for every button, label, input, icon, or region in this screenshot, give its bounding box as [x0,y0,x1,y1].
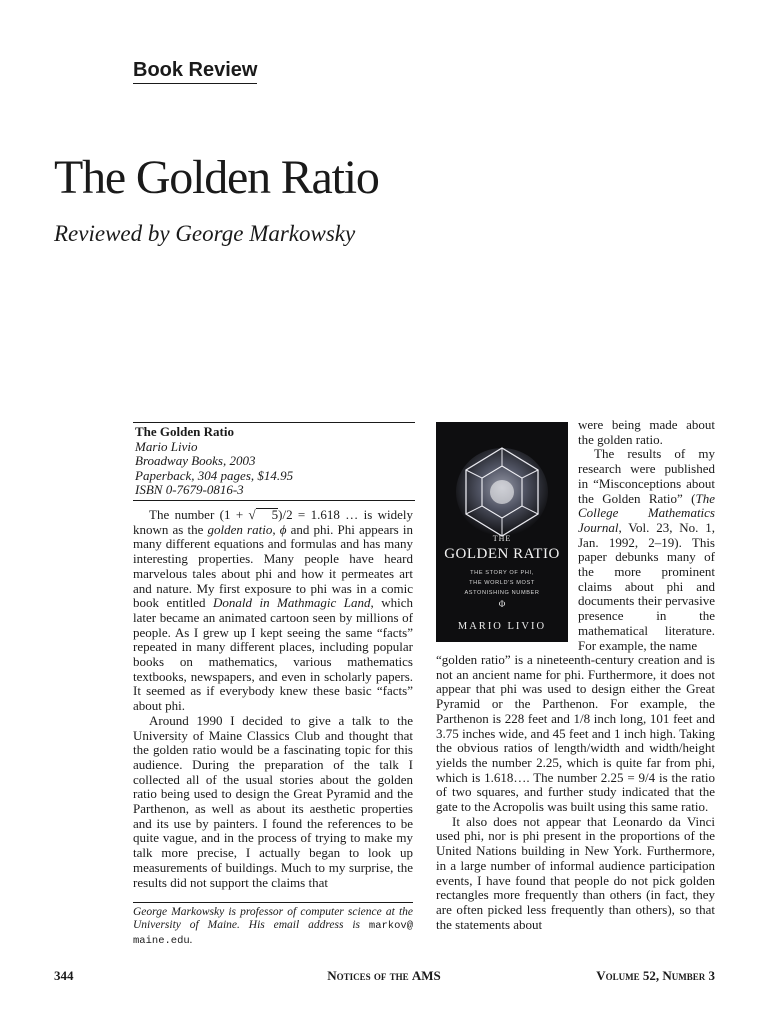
cover-the: THE [492,534,512,543]
section-label: Book Review [133,58,257,84]
book-author: Mario Livio [135,438,198,454]
column-left [133,508,413,890]
author-footnote: George Markowsky is professor of computer science at the University of Maine. His email address is markov@ maine.edu. [133,902,413,948]
book-cover-image [436,422,568,642]
paragraph-1: The number (1 + √ 5)/2 = 1.618 … is widely known as the golden ratio, ϕ and phi. Phi appears in many different equations and formulas and has many interesting properties. Many people have heard marvelous tales about phi and how it permeates art and nature. My first exposure to phi was in a comic book entitled Donald in Mathmagic Land, which later became an animated cartoon seen by millions of people. As I grew up I kept seeing the same “facts” repeated in many different places, including popular books on mathematics, various mathematics textbooks, newspapers, and even in scholarly papers. It seemed as if everybody knew these basic “facts” about phi. [133,507,413,714]
paragraph-5: “golden ratio” is a nineteenth-century creation and is not an ancient name for phi. Furthermore, it does not appear that phi was used to design either the Great Pyramid or the Parthenon. For example, the Parthenon is 228 feet and 1/8 inch long, 101 feet and 3.75 inches wide, and 45 feet and 1 inch high. Taking the obvious ratios of length/width and width/height yields the number 2.25, which is quite far from phi, which is 1.618…. The number 2.25 = 9/4 is the ratio of two squares, and further study indicated that the gate to the Acropolis was built using this same ratio. [436,652,715,815]
page-title: The Golden Ratio [54,151,379,204]
column-right-narrow [578,418,715,653]
cover-phi-symbol: Φ [498,599,506,609]
book-title: The Golden Ratio [135,424,234,439]
book-info-box [133,422,415,501]
cover-artwork [436,422,568,642]
volume-info: Volume 52, Number 3 [596,968,715,983]
paragraph-4: The results of my research were published in “Misconceptions about the Golden Ratio” (The College Mathematics Journal, Vol. 23, No. 1, Jan. 1992, 2–19). This paper debunks many of the more prominent claims about phi and documents their pervasive presence in the mathematical literature. For example, the name [578,446,715,653]
page-number: 344 [54,968,74,983]
paragraph-3: were being made about the golden ratio. [578,417,715,447]
cover-subtitle: THE STORY OF PHI, THE WORLD'S MOST ASTONISHING NUMBER [464,570,540,596]
book-isbn: ISBN 0-7679-0816-3 [135,482,244,498]
cover-title: GOLDEN RATIO [444,546,560,562]
cover-author: MARIO LIVIO [457,621,547,632]
book-publisher: Broadway Books, 2003 [135,453,256,469]
journal-name: Notices of the AMS [327,968,441,983]
book-format: Paperback, 304 pages, $14.95 [135,467,294,483]
paragraph-2: Around 1990 I decided to give a talk to the University of Maine Classics Club and thought that the golden ratio would be a fascinating topic for this audience. During the preparation of the talk I collected all of the usual stories about the golden ratio being used to design the Great Pyramid and the Parthenon, as well as about its aesthetic properties and its use by painters. I found the references to be quite vague, and in the process of trying to make my talk more precise, I actually began to look up measurements of buildings. Much to my surprise, the results did not support the claims that [133,712,413,890]
paragraph-6: It also does not appear that Leonardo da Vinci used phi, nor is phi present in the proportions of the United Nations building in New York. Furthermore, in a large number of informal audience participation events, I have found that people do not pick golden rectangles more frequently than others (in fact, they are often picked less frequently than others), so that the statements about [436,813,715,932]
byline: Reviewed by George Markowsky [54,221,356,246]
author-email[interactable]: markov@ maine.edu [133,920,413,947]
column-right-wide [436,653,715,932]
